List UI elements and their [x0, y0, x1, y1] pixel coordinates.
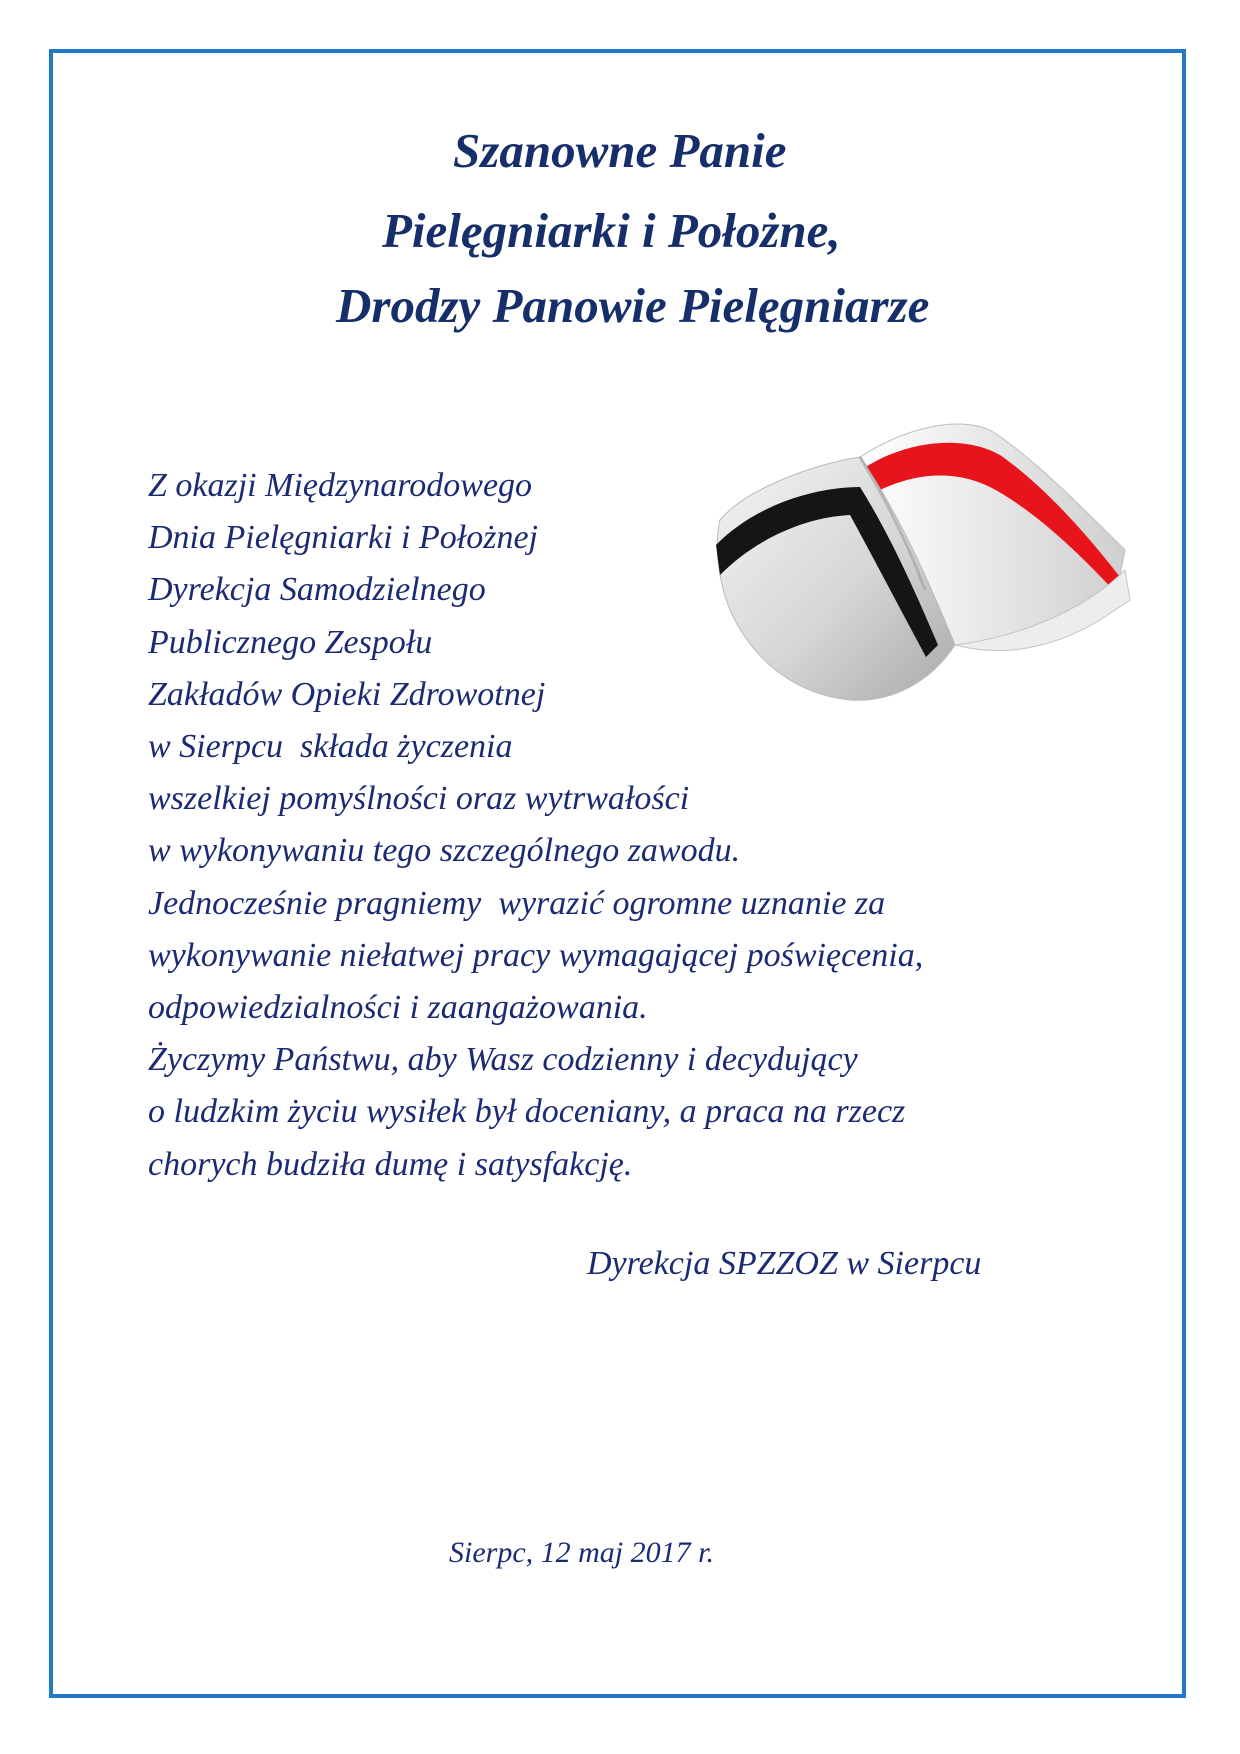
- body-line: Jednocześnie pragniemy wyrazić ogromne uznanie za: [148, 884, 886, 922]
- body-line: Dnia Pielęgniarki i Położnej: [148, 519, 538, 557]
- signature: Dyrekcja SPZZOZ w Sierpcu: [587, 1245, 982, 1282]
- body-line: Publicznego Zespołu: [148, 623, 433, 661]
- heading-line-3: Drodzy Panowie Pielęgniarze: [336, 278, 930, 333]
- place-and-date: Sierpc, 12 maj 2017 r.: [449, 1536, 714, 1569]
- body-line: odpowiedzialności i zaangażowania.: [148, 989, 648, 1027]
- body-line: chorych budziła dumę i satysfakcję.: [148, 1145, 633, 1183]
- body-line: w wykonywaniu tego szczególnego zawodu.: [148, 832, 741, 870]
- body-line: o ludzkim życiu wysiłek był doceniany, a praca na rzecz: [148, 1093, 906, 1131]
- body-line: wykonywanie niełatwej pracy wymagającej poświęcenia,: [148, 936, 924, 974]
- body-line: wszelkiej pomyślności oraz wytrwałości: [148, 780, 690, 818]
- body-line: Życzymy Państwu, aby Wasz codzienny i decydujący: [148, 1041, 858, 1079]
- greeting-body: [148, 460, 923, 1191]
- body-line: Zakładów Opieki Zdrowotnej: [148, 675, 546, 713]
- body-line: w Sierpcu składa życzenia: [148, 728, 513, 766]
- heading-line-1: Szanowne Panie: [453, 123, 787, 178]
- heading-line-2: Pielęgniarki i Położne,: [382, 203, 841, 258]
- body-line: Z okazji Międzynarodowego: [148, 467, 533, 504]
- body-line: Dyrekcja Samodzielnego: [148, 571, 486, 609]
